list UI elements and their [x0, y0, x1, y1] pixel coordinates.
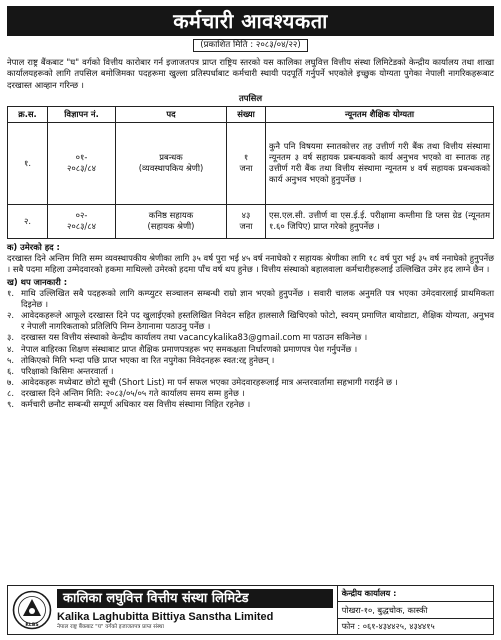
row-post [116, 204, 227, 238]
row-sn: १. [8, 122, 48, 204]
header-count: संख्या [227, 106, 266, 122]
intro-paragraph: नेपाल राष्ट्र बैंकबाट "घ" वर्गको वित्तीय कारोबार गर्न इजाजतपत्र प्राप्त राष्ट्रिय स्तरको यस कालिका लघुवित्त वित्तीय संस्था लिमिटेडको केन्द्रीय कार्यालय तथा शाखा कार्यालयहरूको लागि तपसिल बमोजिमका पदहरूमा खुल्ला प्रतिस्पर्धाबाट कर्मचारी स्थायी पदपूर्ति गर्नुपर्ने भएकोले इच्छुक योग्यता पुगेका नेपाली नागरिकहरूबाट दरखास्त आव्हान गरिन्छ । [7, 57, 494, 90]
list-item [7, 399, 494, 410]
header-qualification: न्यूनतम शैक्षिक योग्यता [266, 106, 494, 122]
item-text: तोकिएको मिति भन्दा पछि प्राप्त भएका वा रित नपुगेका निवेदनहरू स्वत:रद्द हुनेछन् । [21, 354, 275, 365]
row-sn: २. [8, 204, 48, 238]
org-names [57, 589, 333, 632]
item-number: ३. [7, 332, 15, 343]
office-heading: केन्द्रीय कार्यालय : [338, 586, 493, 602]
adv-no-year: २०८३/८४ [67, 163, 96, 174]
item-number: ५. [7, 354, 15, 365]
table-header-row [8, 106, 494, 122]
row-adv-no [48, 204, 116, 238]
org-registration-note: नेपाल राष्ट्र बैंकबाट "घ" वर्गको इजाजतपत्र प्राप्त संस्था [57, 624, 164, 631]
list-item [7, 288, 494, 310]
additional-info-heading: ख) थप जानकारी : [7, 277, 68, 287]
additional-info-list [7, 288, 494, 410]
vacancy-table [7, 106, 494, 239]
list-item [7, 388, 494, 399]
org-name-english: Kalika Laghubitta Bittiya Sanstha Limited [57, 610, 274, 623]
adv-no-year: २०८३/८४ [67, 221, 96, 232]
footer-org-block [8, 586, 338, 634]
list-item [7, 344, 494, 355]
item-number: ९. [7, 399, 15, 410]
svg-text:KLBS: KLBS [25, 623, 39, 628]
header-sn: क्र.स. [8, 106, 48, 122]
count-number: १ [243, 152, 249, 163]
item-text: कर्मचारी छनौट सम्बन्धी सम्पूर्ण अधिकार यस वित्तीय संस्थामा निहित रहनेछ । [21, 399, 251, 410]
post-grade: (व्यवस्थापकिय श्रेणी) [138, 163, 204, 174]
row-adv-no [48, 122, 116, 204]
publish-date [7, 39, 494, 52]
row-qualification: एस.एल.सी. उत्तीर्ण वा एस.ई.ई. परीक्षामा कम्तीमा डि प्लस ग्रेड (न्यूनतम १.६० जिपिए) प्राप्त गरेको हुनुपर्नेछ । [266, 204, 494, 238]
count-number: ४३ [241, 210, 251, 221]
kalika-seal-icon [12, 590, 52, 630]
row-count [227, 204, 266, 238]
office-address: पोखरा-१०, बुद्धचोक, कास्की [338, 602, 493, 618]
item-text: आवेदकहरूले आफूले दरखास्त दिने पद खुलाईएको हस्तलिखित निवेदन सहित हालसालै खिचिएको फोटो, स्वयम् प्रमाणित बायोडाटा, शैक्षिक योग्यता, अनुभव र नेपाली नागरिकताको प्रतिलिपि निम्न ठेगानामा पठाउनु पर्नेछ । [21, 310, 494, 332]
item-text: आवेदकहरू मध्येबाट छोटो सूची (Short List) मा पर्न सफल भएका उमेदवारहरूलाई मात्र अन्तरवार्तामा सहभागी गराईने छ । [21, 376, 398, 387]
item-number: ४. [7, 343, 15, 354]
item-number: २. [7, 310, 15, 321]
org-name-nepali: कालिका लघुवित्त वित्तीय संस्था लिमिटेड [57, 589, 333, 608]
post-title: कनिष्ठ सहायक [148, 210, 194, 221]
item-number: १. [7, 288, 15, 299]
post-title: प्रबन्धक [159, 152, 183, 163]
item-number: ७. [7, 376, 15, 387]
notice-title: कर्मचारी आवश्यकता [7, 6, 494, 36]
footer-box [7, 585, 494, 635]
count-unit: जना [239, 163, 253, 174]
item-text: माथि उल्लिखित सबै पदहरूको लागि कम्प्युटर सञ्चालन सम्बन्धी राम्रो ज्ञान भएको हुनुपर्नेछ । सवारी चालक अनुमति पत्र भएका उमेदवारलाई प्राथमिकता दिइनेछ । [21, 288, 494, 310]
age-limit-text: दरखास्त दिने अन्तिम मिति सम्म व्यवस्थापकीय श्रेणीका लागि ३५ वर्ष पुरा भई ४५ वर्ष ननाघेको र सहायक श्रेणीका लागि १८ वर्ष पुरा भई ३५ वर्ष ननाघेको हुनुपर्नेछ । सबै पदमा महिला उम्मेदवारको हकमा माथिल्लो उमेरको हदमा पाँच वर्ष थप हुनेछ । वित्तीय संस्थाको बहालवाला कर्मचारीहरूलाई उल्लिखित उमेर हद लाग्ने छैन । [7, 252, 494, 274]
list-item [7, 310, 494, 332]
row-count [227, 122, 266, 204]
age-limit-heading: क) उमेरको हद : [7, 241, 60, 252]
item-text: दरखास्त दिने अन्तिम मिति: २०८३/०५/०५ गते कार्यालय समय सम्म हुनेछ । [21, 387, 245, 398]
adv-no-prefix: ०२- [75, 210, 88, 221]
header-post: पद [116, 106, 227, 122]
list-item [7, 366, 494, 377]
list-item [7, 355, 494, 366]
publish-date-text: (प्रकाशित मिति : २०८३/०४/२२) [193, 39, 308, 52]
table-row [8, 204, 494, 238]
item-number: ६. [7, 365, 15, 376]
item-number: ८. [7, 387, 15, 398]
list-item [7, 377, 494, 388]
office-phone: फोन : ०६१-४३४४२५, ४३४४१५ [341, 620, 435, 631]
footer-contact-block [338, 586, 493, 634]
list-item [7, 332, 494, 343]
post-grade: (सहायक श्रेणी) [147, 221, 195, 232]
row-qualification: कुनै पनि विषयमा स्नातकोत्तर तह उत्तीर्ण गरी बैंक तथा वित्तीय संस्थामा न्यूनतम ३ वर्ष सहायक प्रबन्धकको कार्य अनुभव भएको वा स्नातक तह उत्तीर्ण गरी बैंक तथा वित्तीय संस्थामा न्यूनतम ४ वर्ष सहायक प्रबन्धकको कार्य अनुभव भएको हुनुपर्नेछ । [266, 122, 494, 204]
item-text: परिक्षाको किसिमः अन्तरवार्ता । [21, 365, 114, 376]
row-post [116, 122, 227, 204]
adv-no-prefix: ०१- [75, 152, 88, 163]
table-caption: तपसिल [238, 92, 263, 103]
count-unit: जना [239, 221, 253, 232]
item-text: नेपाल बाहिरका शिक्षण संस्थाबाट प्राप्त शैक्षिक प्रमाणपत्रहरू भए समकक्षता निर्धारणको प्रमाणपत्र पेश गर्नुपर्नेछ । [21, 343, 358, 354]
header-adv-no: विज्ञापन नं. [48, 106, 116, 122]
table-row [8, 122, 494, 204]
item-text: दरखास्त यस वित्तीय संस्थाको केन्द्रीय कार्यालय तथा vacancykalika83@gmail.com मा पठाउन सकिनेछ । [21, 332, 368, 343]
